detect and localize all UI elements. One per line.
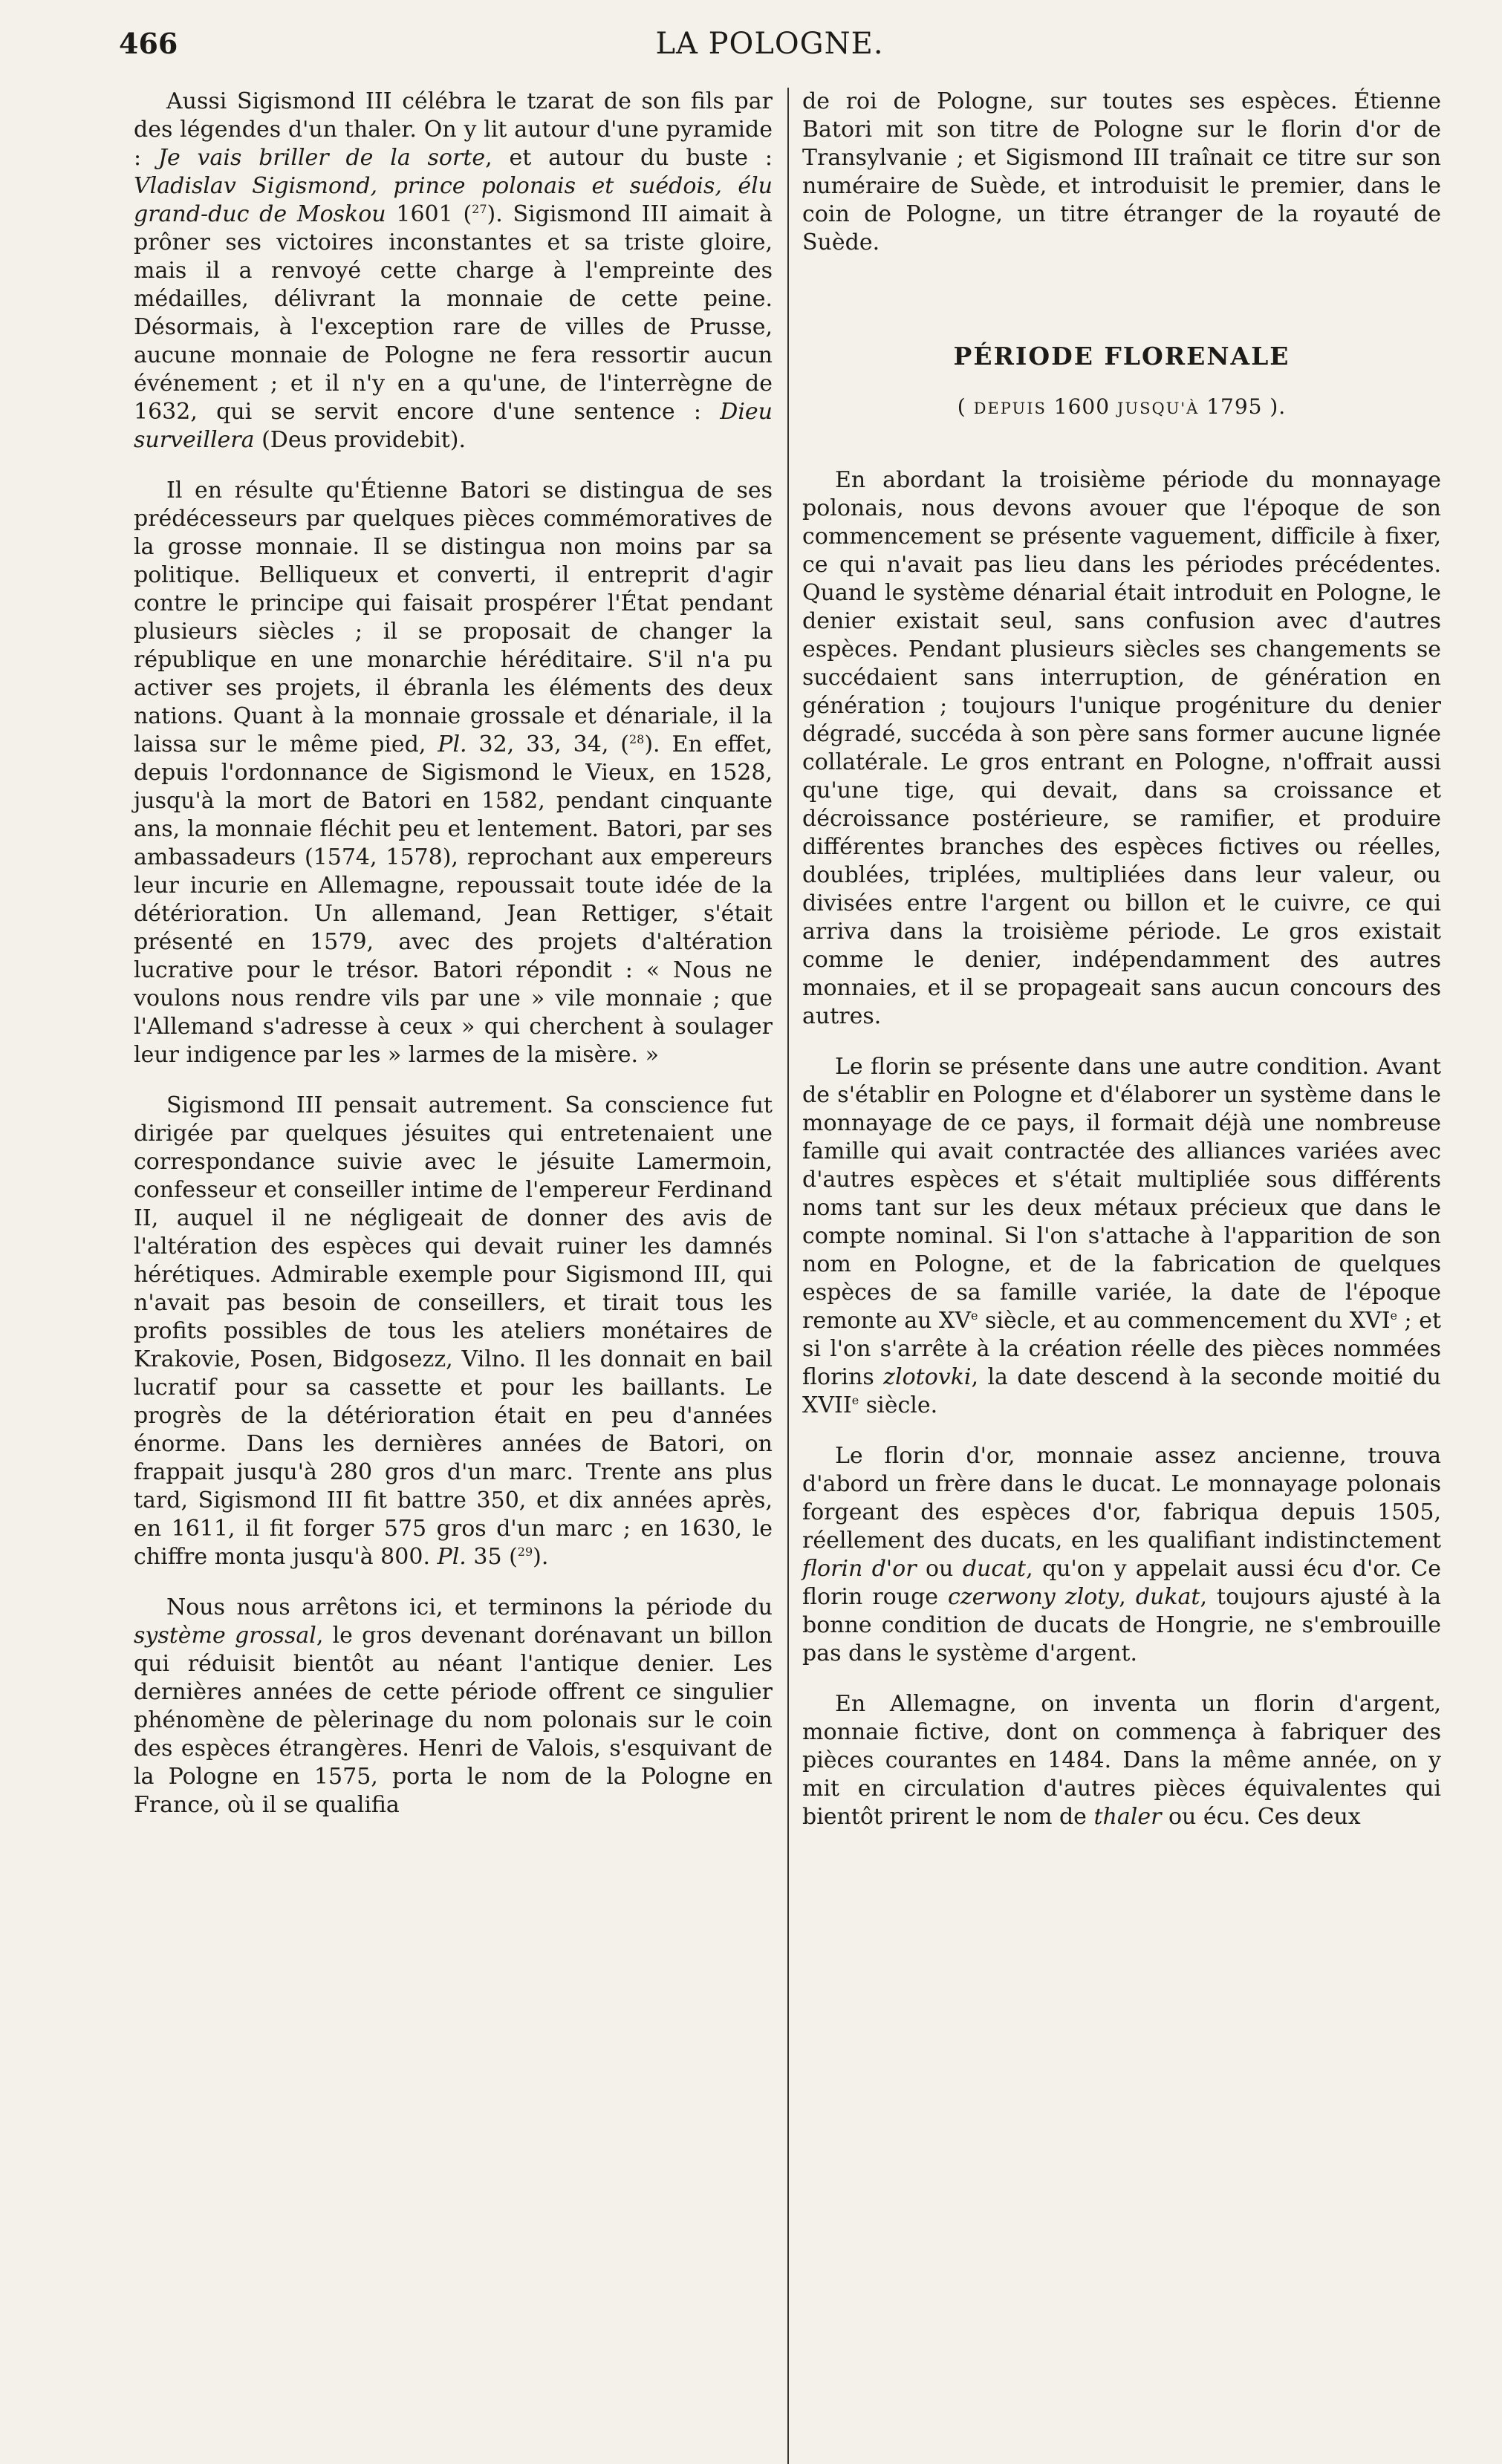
footnote-ref: 28 [628, 732, 645, 746]
footnote-ref: 29 [517, 1545, 533, 1559]
paragraph: Le florin d'or, monnaie assez ancienne, trouva d'abord un frère dans le ducat. Le monnayage polonais forgeant des espèces d'or, fabriqua depuis 1505, réellement des ducats, en les qualifiant indistinctement florin d'or ou ducat, qu'on y appelait aussi écu d'or. Ce florin rouge czerwony zloty, dukat, toujours ajusté à la bonne condition de ducats de Hongrie, ne s'embrouille pas dans le système d'argent. [802, 1443, 1442, 1666]
paragraph: de roi de Pologne, sur toutes ses espèces. Étienne Batori mit son titre de Pologne sur le florin d'or de Transylvanie ; et Sigismond III traînait ce titre sur son numéraire de Suède, et introduisit le premier, dans le coin de Pologne, un titre étranger de la royauté de Suède. [802, 88, 1441, 255]
section-subtitle: ( DEPUIS 1600 JUSQU'À 1795 ). [957, 394, 1287, 419]
footnote-ref: 27 [472, 202, 487, 216]
text-columns [134, 88, 1463, 2167]
paragraph: Aussi Sigismond III célébra le tzarat de son fils par des légendes d'un thaler. On y lit autour d'une pyramide : Je vais briller de la sorte, et autour du buste : Vladislav Sigismond, prince polonais et suédois, élu grand-duc de Moskou 1601 ($^{27}$). Sigismond III aimait à prôner ses victoires inconstantes et sa triste gloire, mais il a renvoyé cette charge à l'empreinte des médailles, délivrant la monnaie de cette peine. Désormais, à l'exception rare de villes de Prusse, aucune monnaie de Pologne ne fera ressortir aucun événement ; et il n'y en a qu'une, de l'interrègne de 1632, qui se servit encore d'une sentence : Dieu surveillera (Deus providebit). [134, 88, 773, 453]
right-column [802, 88, 1441, 1854]
page-header [119, 27, 1420, 79]
paragraph: Le florin se présente dans une autre condition. Avant de s'établir en Pologne et d'élaborer un système dans le monnayage de ce pays, il formait déjà une nombreuse famille qui avait contractée des alliances variées avec d'autres espèces et s'était multipliée sous différents noms tant sur les deux métaux précieux que dans le compte nominal. Si l'on s'attache à l'apparition de son nom en Pologne, et de la fabrication de quelques espèces de sa famille variée, la date de l'époque remonte au XVe siècle, et au commencement du XVIe ; et si l'on s'arrête à la création réelle des pièces nommées florins zlotovki, la date descend à la seconde moitié du XVIIe siècle. [802, 1054, 1442, 1418]
section-title: PÉRIODE FLORENALE [953, 342, 1290, 371]
page-number: 466 [119, 27, 178, 60]
paragraph: En abordant la troisième période du monnayage polonais, nous devons avouer que l'époque de son commencement se présente vaguement, difficile à fixer, ce qui n'avait pas lieu dans les périodes précédentes. Quand le système dénarial était introduit en Pologne, le denier existait seul, sans confusion avec d'autres espèces. Pendant plusieurs siècles ses changements se succédaient sans interruption, de génération en génération ; toujours l'unique progéniture du denier dégradé, succéda à son père sans former aucune lignée collatérale. Le gros entrant en Pologne, n'offrait aussi qu'une tige, qui devait, dans sa croissance et décroissance postérieure, se ramifier, et produire différentes branches des espèces fictives ou réelles, doublées, triplées, multipliées dans leur valeur, ou divisées entre l'argent ou billon et le cuivre, ce qui arriva dans la troisième période. Le gros existait comme le denier, indépendamment des autres monnaies, et il se propageait sans aucun concours des autres. [802, 467, 1441, 1029]
paragraph: Sigismond III pensait autrement. Sa conscience fut dirigée par quelques jésuites qui entretenaient une correspondance suivie avec le jésuite Lamermoin, confesseur et conseiller intime de l'empereur Ferdinand II, auquel il ne négligeait de donner des avis de l'altération des espèces qui devait ruiner les damnés hérétiques. Admirable exemple pour Sigismond III, qui n'avait pas besoin de conseillers, et tirait tous les profits possibles de tous les ateliers monétaires de Krakovie, Posen, Bidgosezz, Vilno. Il les donnait en bail lucratif pour sa cassette et pour les baillants. Le progrès de la détérioration était en peu d'années énorme. Dans les dernières années de Batori, on frappait jusqu'à 280 gros d'un marc. Trente ans plus tard, Sigismond III fit battre 350, et dix années après, en 1611, il fit forger 575 gros d'un marc ; en 1630, le chiffre monta jusqu'à 800. Pl. 35 ($^{29}$). [134, 1092, 773, 1570]
paragraph: Nous nous arrêtons ici, et terminons la période du système grossal, le gros devenant dorénavant un billon qui réduisit bientôt au néant l'antique denier. Les dernières années de cette période offrent ce singulier phénomène de pèlerinage du nom polonais sur le coin des espèces étrangères. Henri de Valois, s'esquivant de la Pologne en 1575, porta le nom de la Pologne en France, où il se qualifia [134, 1594, 773, 1818]
paragraph: En Allemagne, on inventa un florin d'argent, monnaie fictive, dont on commença à fabriquer des pièces courantes en 1484. Dans la même année, on y mit en circulation d'autres pièces équivalentes qui bientôt prirent le nom de thaler ou écu. Ces deux [802, 1691, 1441, 1830]
running-title: LA POLOGNE. [655, 27, 884, 61]
left-column [134, 88, 773, 1842]
paragraph: Il en résulte qu'Étienne Batori se distingua de ses prédécesseurs par quelques pièces commémoratives de la grosse monnaie. Il se distingua non moins par sa politique. Belliqueux et converti, il entreprit d'agir contre le principe qui faisait prospérer l'État pendant plusieurs siècles ; il se proposait de changer la république en une monarchie héréditaire. S'il n'a pu activer ses projets, il ébranla les éléments des deux nations. Quant à la monnaie grossale et dénariale, il la laissa sur le même pied, Pl. 32, 33, 34, ($^{28}$). En effet, depuis l'ordonnance de Sigismond le Vieux, en 1528, jusqu'à la mort de Batori en 1582, pendant cinquante ans, la monnaie fléchit peu et lentement. Batori, par ses ambassadeurs (1574, 1578), reprochant aux empereurs leur incurie en Allemagne, repoussait toute idée de la détérioration. Un allemand, Jean Rettiger, s'était présenté en 1579, avec des projets d'altération lucrative pour le trésor. Batori répondit : « Nous ne voulons nous rendre vils par une » vile monnaie ; que l'Allemand s'adresse à ceux » qui cherchent à soulager leur indigence par les » larmes de la misère. » [134, 478, 773, 1068]
column-divider [787, 88, 789, 2464]
